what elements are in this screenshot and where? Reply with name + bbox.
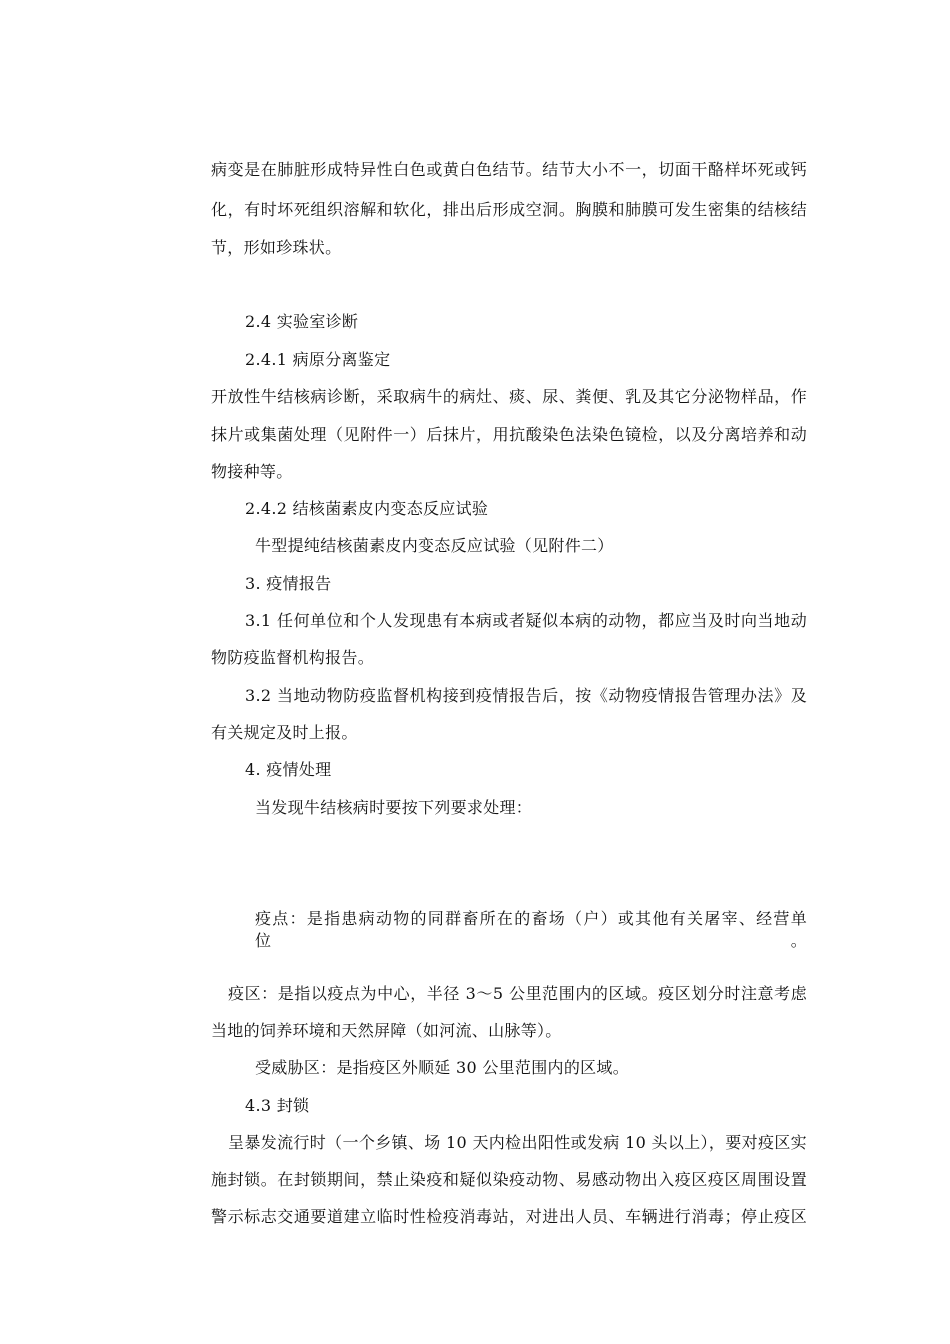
paragraph-line: 有关规定及时上报。: [211, 723, 358, 742]
subsection-heading: 2.4.2 结核菌素皮内变态反应试验: [245, 499, 489, 518]
paragraph-line: 抹片或集菌处理（见附件一）后抹片，用抗酸染色法染色镜检，以及分离培养和动: [211, 425, 807, 444]
paragraph-line: 3.1 任何单位和个人发现患有本病或者疑似本病的动物，都应当及时向当地动: [245, 611, 807, 630]
section-heading: 2.4 实验室诊断: [245, 312, 359, 331]
paragraph-line: 警示标志交通要道建立临时性检疫消毒站，对进出人员、车辆进行消毒；停止疫区: [211, 1207, 807, 1226]
paragraph-line: 物接种等。: [211, 462, 293, 481]
paragraph-line: 受威胁区：是指疫区外顺延 30 公里范围内的区域。: [255, 1058, 630, 1077]
subsection-heading: 2.4.1 病原分离鉴定: [245, 350, 391, 369]
paragraph-line: 呈暴发流行时（一个乡镇、场 10 天内检出阳性或发病 10 头以上），要对疫区实: [228, 1133, 807, 1152]
paragraph-line: 物防疫监督机构报告。: [211, 648, 375, 667]
section-heading: 3. 疫情报告: [245, 574, 332, 593]
paragraph-line: 当地的饲养环境和天然屏障（如河流、山脉等）。: [211, 1021, 562, 1040]
paragraph-line: 节，形如珍珠状。: [211, 238, 342, 257]
subsection-heading: 4.3 封锁: [245, 1096, 310, 1115]
paragraph-line: 牛型提纯结核菌素皮内变态反应试验（见附件二）: [255, 536, 614, 555]
paragraph-line: 病变是在肺脏形成特异性白色或黄白色结节。结节大小不一，切面干酪样坏死或钙: [211, 160, 807, 179]
paragraph-line: 化，有时坏死组织溶解和软化，排出后形成空洞。胸膜和肺膜可发生密集的结核结: [211, 200, 807, 219]
paragraph-line: 当发现牛结核病时要按下列要求处理：: [255, 798, 533, 817]
paragraph-line: 疫区：是指以疫点为中心，半径 3～5 公里范围内的区域。疫区划分时注意考虑: [228, 984, 807, 1003]
paragraph-line: 疫点：是指患病动物的同群畜所在的畜场（户）或其他有关屠宰、经营单位。: [255, 909, 807, 950]
paragraph-line: 开放性牛结核病诊断，采取病牛的病灶、痰、尿、粪便、乳及其它分泌物样品，作: [211, 387, 807, 406]
paragraph-line: 施封锁。在封锁期间，禁止染疫和疑似染疫动物、易感动物出入疫区疫区周围设置: [211, 1170, 807, 1189]
section-heading: 4. 疫情处理: [245, 760, 332, 779]
paragraph-line: 3.2 当地动物防疫监督机构接到疫情报告后，按《动物疫情报告管理办法》及: [245, 686, 807, 705]
